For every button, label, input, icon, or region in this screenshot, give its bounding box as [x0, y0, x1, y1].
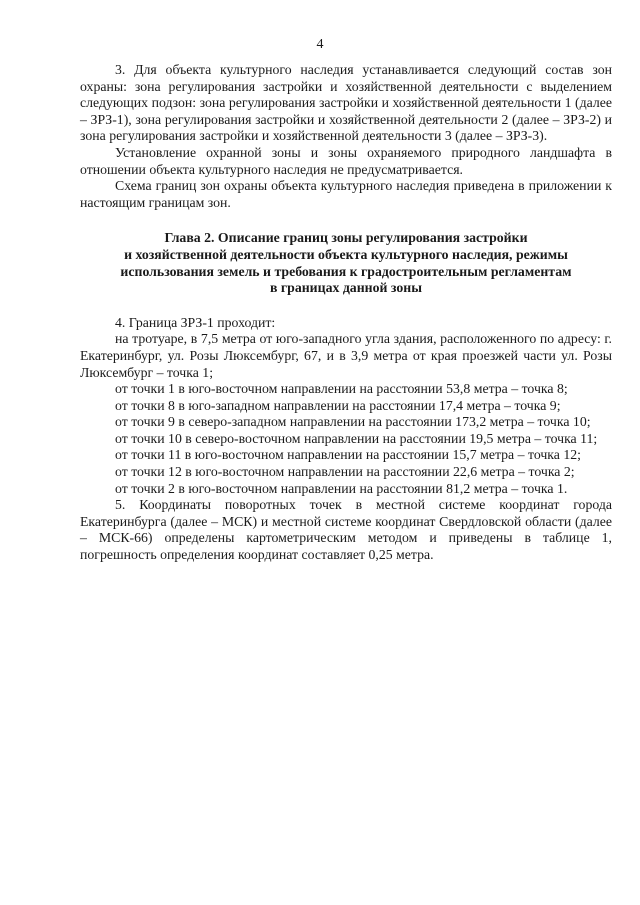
boundary-segment: от точки 9 в северо-западном направлении на расстоянии 173,2 метра – точка 10; [115, 414, 591, 430]
boundary-segment: от точки 11 в юго-восточном направлении на расстоянии 15,7 метра – точка 12; [115, 447, 582, 463]
chapter-heading-line: Глава 2. Описание границ зоны регулирования застройки [164, 230, 528, 246]
page-number: 4 [316, 37, 324, 52]
paragraph-no-protection-zone: Установление охранной зоны и зоны охраняемого природного ландшафта в отношении объекта культурного наследия не предусматривается. [80, 144, 612, 177]
paragraph-scheme-reference: Схема границ зон охраны объекта культурного наследия приведена в приложении к настоящим границам зон. [80, 178, 612, 210]
chapter-heading-line: использования земель и требования к градостроительным регламентам [120, 263, 572, 279]
chapter-heading-line: в границах данной зоны [270, 280, 422, 296]
boundary-segment: от точки 2 в юго-восточном направлении на расстоянии 81,2 метра – точка 1. [115, 480, 568, 496]
boundary-segment: от точки 10 в северо-восточном направлении на расстоянии 19,5 метра – точка 11; [115, 430, 598, 446]
boundary-start-point: на тротуаре, в 7,5 метра от юго-западного угла здания, расположенного по адресу: г. Екатеринбург, ул. Розы Люксембург, 67, и в 3,9 метра от края проезжей части ул. Розы Люксембург – точка 1; [80, 331, 612, 380]
boundary-segment: от точки 8 в юго-западном направлении на расстоянии 17,4 метра – точка 9; [115, 397, 561, 413]
document-body [80, 62, 612, 564]
boundary-segment: от точки 1 в юго-восточном направлении на расстоянии 53,8 метра – точка 8; [115, 381, 568, 397]
boundary-segment: от точки 12 в юго-восточном направлении на расстоянии 22,6 метра – точка 2; [115, 464, 575, 480]
section-4-intro: 4. Граница ЗРЗ-1 проходит: [115, 314, 276, 330]
paragraph-zone-composition: 3. Для объекта культурного наследия устанавливается следующий состав зон охраны: зона регулирования застройки и хозяйственной деятельности с выделением следующих подзон: зона регулирования застройки и хозяйственной деятельности 1 (далее – ЗРЗ-1), зона регулирования застройки и хозяйственной деятельности 2 (далее – ЗРЗ-2) и зона регулирования застройки и хозяйственной деятельности 3 (далее – ЗРЗ-3). [80, 62, 612, 144]
chapter-heading [80, 230, 612, 296]
chapter-heading-line: и хозяйственной деятельности объекта культурного наследия, режимы [124, 246, 568, 262]
section-5-coordinates: 5. Координаты поворотных точек в местной системе координат города Екатеринбурга (далее – МСК) и местной системе координат Свердловской области (далее – МСК-66) определены картометрическим методом и приведены в таблице 1, погрешность определения координат составляет 0,25 метра. [80, 497, 612, 563]
